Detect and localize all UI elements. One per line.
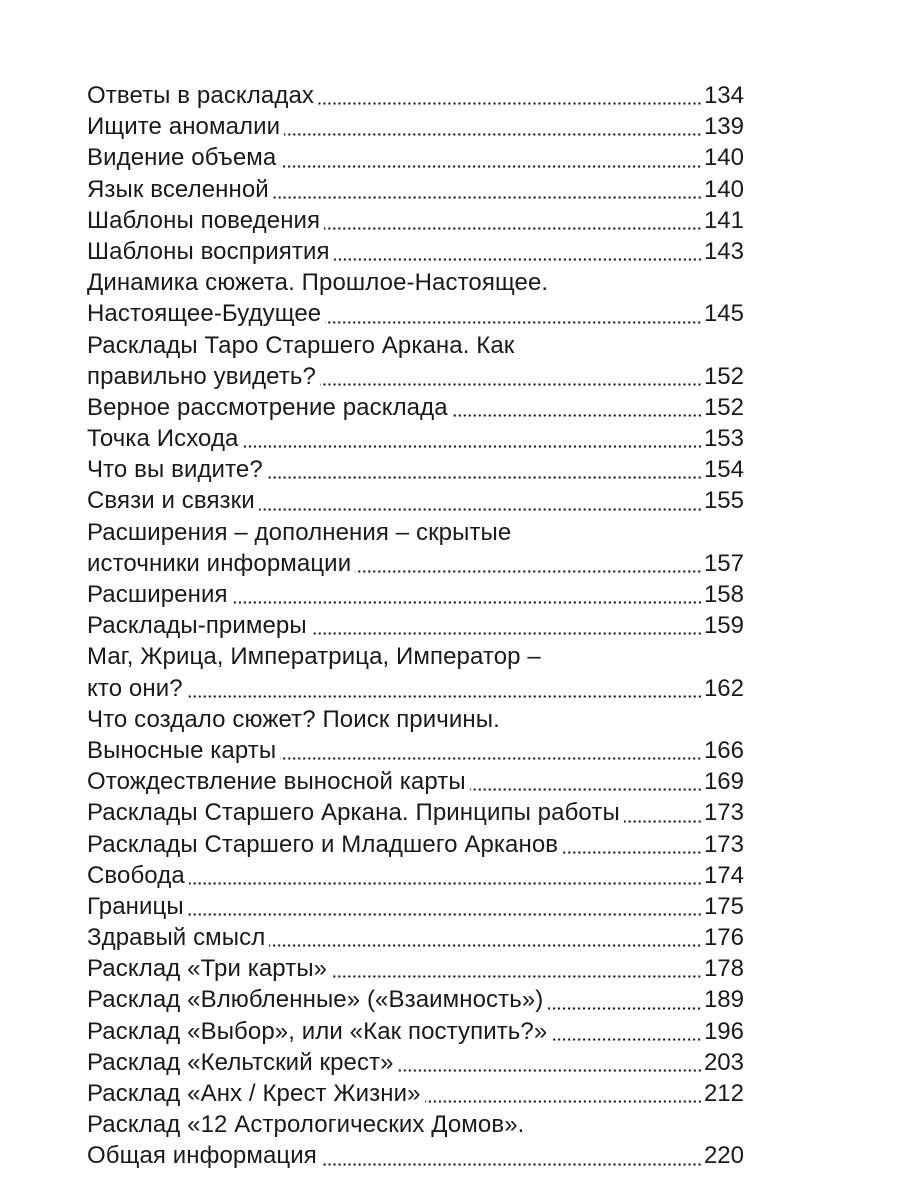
dot-leader	[243, 445, 702, 448]
toc-entry	[87, 735, 744, 766]
toc-entry	[87, 610, 744, 641]
toc-entry-title: Расклады Таро Старшего Аркана. Как	[87, 331, 515, 359]
dot-leader	[232, 601, 702, 604]
toc-entry-page-number: 166	[703, 736, 744, 764]
toc-entry-page-number: 176	[703, 924, 744, 952]
dot-leader	[355, 570, 702, 573]
toc-entry	[87, 1078, 744, 1109]
table-of-contents	[87, 80, 744, 1172]
toc-entry-title: Расклад «Выбор», или «Как поступить?»	[87, 1017, 548, 1045]
dot-leader	[334, 258, 702, 261]
dot-leader	[269, 944, 702, 947]
toc-entry-page-number: 169	[703, 768, 744, 796]
toc-entry	[87, 704, 744, 735]
toc-entry-title: правильно увидеть?	[87, 362, 316, 390]
toc-entry-page-number: 152	[703, 362, 744, 390]
toc-entry-title: Динамика сюжета. Прошлое-Настоящее.	[87, 269, 549, 297]
toc-entry-title: Точка Исхода	[87, 425, 239, 453]
toc-entry	[87, 829, 744, 860]
toc-entry	[87, 984, 744, 1015]
toc-entry-title: Что создало сюжет? Поиск причины.	[87, 705, 500, 733]
toc-entry	[87, 766, 744, 797]
toc-entry-title: Расширения	[87, 581, 228, 608]
dot-leader	[188, 913, 702, 916]
toc-entry-page-number: 154	[703, 456, 744, 484]
toc-entry	[87, 1016, 744, 1047]
dot-leader	[470, 788, 702, 791]
toc-entry-title: Выносные карты	[87, 736, 277, 764]
toc-entry	[87, 361, 744, 392]
toc-entry-title: кто они?	[87, 674, 183, 702]
toc-entry-title: Видение объема	[87, 144, 277, 172]
dot-leader	[624, 820, 702, 823]
toc-entry-title: Общая информация	[87, 1142, 317, 1170]
toc-entry	[87, 485, 744, 516]
toc-entry	[87, 330, 744, 361]
toc-entry	[87, 1109, 744, 1140]
toc-entry-title: Верное рассмотрение расклада	[87, 393, 448, 421]
toc-entry-page-number: 157	[703, 549, 744, 577]
toc-entry-page-number: 175	[703, 892, 744, 920]
dot-leader	[259, 508, 702, 511]
dot-leader	[562, 851, 702, 854]
dot-leader	[273, 196, 702, 199]
toc-entry	[87, 298, 744, 329]
toc-entry-title: Расклады Старшего и Младшего Арканов	[87, 830, 559, 858]
toc-entry-page-number: 173	[703, 830, 744, 858]
toc-entry	[87, 174, 744, 205]
toc-entry	[87, 860, 744, 891]
toc-entry-title: Настоящее-Будущее	[87, 300, 322, 328]
toc-entry	[87, 673, 744, 704]
toc-entry	[87, 267, 744, 298]
toc-entry	[87, 205, 744, 236]
toc-entry-title: Связи и связки	[87, 487, 255, 515]
toc-entry	[87, 517, 744, 548]
dot-leader	[187, 695, 702, 698]
toc-entry-title: источники информации	[87, 549, 352, 577]
toc-entry-page-number: 140	[703, 144, 744, 172]
toc-entry-title: Свобода	[87, 861, 185, 889]
toc-entry-title: Расширения – дополнения – скрытые	[87, 518, 512, 546]
dot-leader	[551, 1038, 702, 1041]
toc-entry	[87, 454, 744, 485]
toc-entry-page-number: 174	[703, 861, 744, 889]
toc-entry-page-number: 145	[703, 300, 744, 328]
toc-entry	[87, 236, 744, 267]
dot-leader	[547, 1007, 702, 1010]
toc-entry	[87, 111, 744, 142]
toc-entry-page-number: 196	[703, 1017, 744, 1045]
toc-entry-title: Расклад «Кельтский крест»	[87, 1048, 394, 1076]
toc-entry-page-number: 158	[703, 581, 744, 608]
dot-leader	[331, 975, 702, 978]
toc-entry-title: Ищите аномалии	[87, 113, 281, 141]
dot-leader	[284, 133, 702, 136]
dot-leader	[452, 414, 702, 417]
toc-entry-title: Расклад «Три карты»	[87, 955, 328, 983]
toc-entry-title: Расклад «Влюбленные» («Взаимность»)	[87, 986, 544, 1014]
dot-leader	[320, 383, 702, 386]
toc-entry-page-number: 162	[703, 674, 744, 702]
toc-entry-page-number: 178	[703, 955, 744, 983]
toc-entry-title: Шаблоны восприятия	[87, 237, 330, 265]
toc-entry	[87, 922, 744, 953]
dot-leader	[267, 476, 702, 479]
toc-entry	[87, 80, 744, 111]
toc-entry-page-number: 152	[703, 393, 744, 421]
dot-leader	[318, 102, 702, 105]
toc-entry-page-number: 143	[703, 237, 744, 265]
toc-entry-title: Язык вселенной	[87, 175, 269, 203]
toc-entry-page-number: 139	[703, 113, 744, 141]
toc-entry	[87, 548, 744, 579]
dot-leader	[311, 632, 702, 635]
toc-entry	[87, 953, 744, 984]
dot-leader	[324, 227, 702, 230]
toc-entry-page-number: 153	[703, 425, 744, 453]
dot-leader	[325, 321, 702, 324]
toc-entry	[87, 423, 744, 454]
toc-entry-page-number: 173	[703, 799, 744, 827]
dot-leader	[189, 882, 702, 885]
toc-entry	[87, 1140, 744, 1171]
toc-entry-page-number: 155	[703, 487, 744, 515]
toc-entry-page-number: 189	[703, 986, 744, 1014]
dot-leader	[321, 1163, 702, 1166]
toc-entry-title: Расклады Старшего Аркана. Принципы работы	[87, 799, 620, 827]
toc-entry-title: Расклады-примеры	[87, 612, 307, 640]
toc-entry	[87, 142, 744, 173]
toc-entry-title: Ответы в раскладах	[87, 82, 314, 109]
toc-entry-title: Что вы видите?	[87, 456, 263, 484]
toc-entry-page-number: 134	[703, 82, 744, 109]
toc-entry	[87, 641, 744, 672]
toc-entry	[87, 392, 744, 423]
toc-entry-page-number: 141	[703, 206, 744, 234]
dot-leader	[280, 165, 702, 168]
toc-entry-title: Здравый смысл	[87, 924, 266, 952]
toc-entry-page-number: 159	[703, 612, 744, 640]
toc-entry-title: Маг, Жрица, Императрица, Император –	[87, 643, 541, 671]
toc-entry-title: Шаблоны поведения	[87, 206, 321, 234]
toc-entry	[87, 797, 744, 828]
toc-entry	[87, 891, 744, 922]
toc-entry-page-number: 212	[703, 1080, 744, 1107]
toc-entry	[87, 1047, 744, 1078]
toc-entry-title: Границы	[87, 892, 184, 920]
dot-leader	[398, 1069, 702, 1072]
toc-entry-title: Расклад «12 Астрологических Домов».	[87, 1111, 525, 1139]
dot-leader	[280, 757, 702, 760]
toc-entry-page-number: 140	[703, 175, 744, 203]
toc-entry	[87, 579, 744, 610]
toc-entry-title: Расклад «Анх / Крест Жизни»	[87, 1080, 421, 1107]
toc-entry-title: Отождествление выносной карты	[87, 768, 466, 796]
dot-leader	[425, 1100, 702, 1103]
toc-entry-page-number: 203	[703, 1048, 744, 1076]
toc-entry-page-number: 220	[703, 1142, 744, 1170]
